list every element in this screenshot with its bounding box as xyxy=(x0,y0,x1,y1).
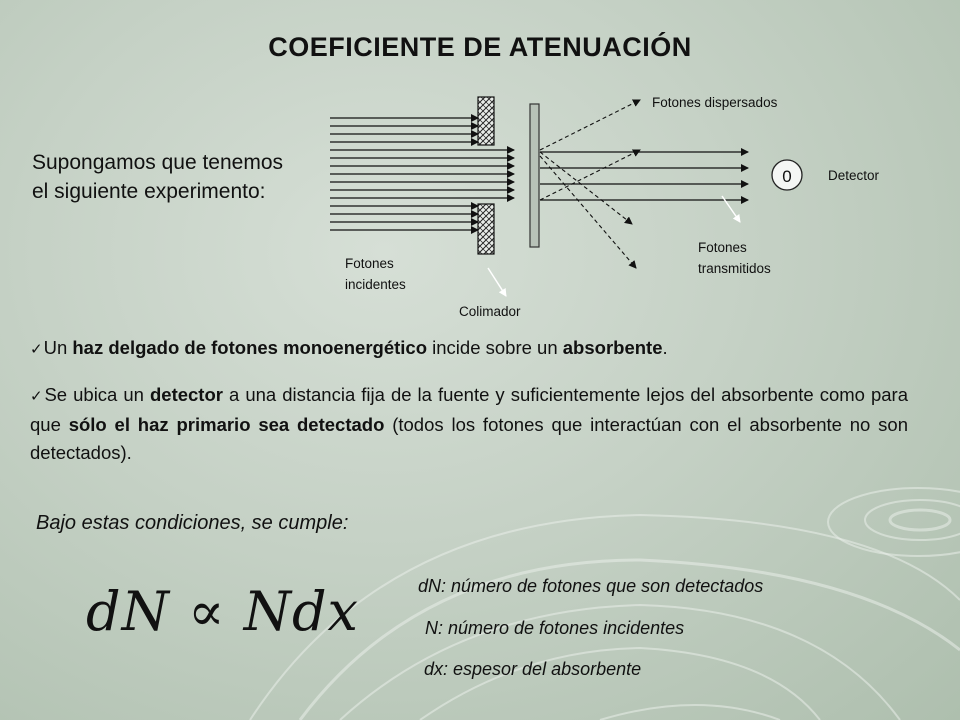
intro-text: Supongamos que tenemos el siguiente experimento: xyxy=(32,151,284,203)
page-title: COEFICIENTE DE ATENUACIÓN xyxy=(268,32,692,62)
collimator-upper-block xyxy=(478,97,494,145)
transmitted-label-line2: transmitidos xyxy=(698,261,771,276)
collimator-lower-block xyxy=(478,204,494,254)
incident-label-line2: incidentes xyxy=(345,277,406,292)
incident-photons-beam xyxy=(330,150,514,198)
transmitted-photons xyxy=(540,152,748,200)
collimator-pointer xyxy=(488,268,506,296)
scattered-photons-label: Fotones dispersados xyxy=(652,95,778,110)
bullet-2: ✓Se ubica un detector a una distancia fija de la fuente y suficientemente lejos del absorbente como para que sólo el haz primario sea detectado (todos los fotones que interactúan con el absorbente no son detectados). xyxy=(30,384,908,463)
checkmark-icon: ✓ xyxy=(30,341,43,358)
detector-symbol: 0 xyxy=(782,167,792,186)
incident-photons-lower xyxy=(330,206,478,230)
absorber-slab xyxy=(530,104,539,247)
transmitted-label-line1: Fotones xyxy=(698,240,747,255)
detector-label: Detector xyxy=(828,168,880,183)
definition-dN: dN: número de fotones que son detectados xyxy=(418,576,764,596)
incident-label-line1: Fotones xyxy=(345,256,394,271)
definition-N: N: número de fotones incidentes xyxy=(425,618,685,638)
transmitted-photons-label xyxy=(698,237,771,279)
collimator-label: Colimador xyxy=(459,304,521,319)
formula: dN ∝ Ndx xyxy=(86,580,359,643)
checkmark-icon: ✓ xyxy=(30,388,44,405)
bullet-1: ✓Un haz delgado de fotones monoenergético incide sobre un absorbente. xyxy=(30,337,668,358)
incident-photons-label xyxy=(345,253,406,295)
definition-dx: dx: espesor del absorbente xyxy=(424,659,642,679)
conditions-text: Bajo estas condiciones, se cumple: xyxy=(36,512,349,534)
incident-photons-upper xyxy=(330,118,478,142)
